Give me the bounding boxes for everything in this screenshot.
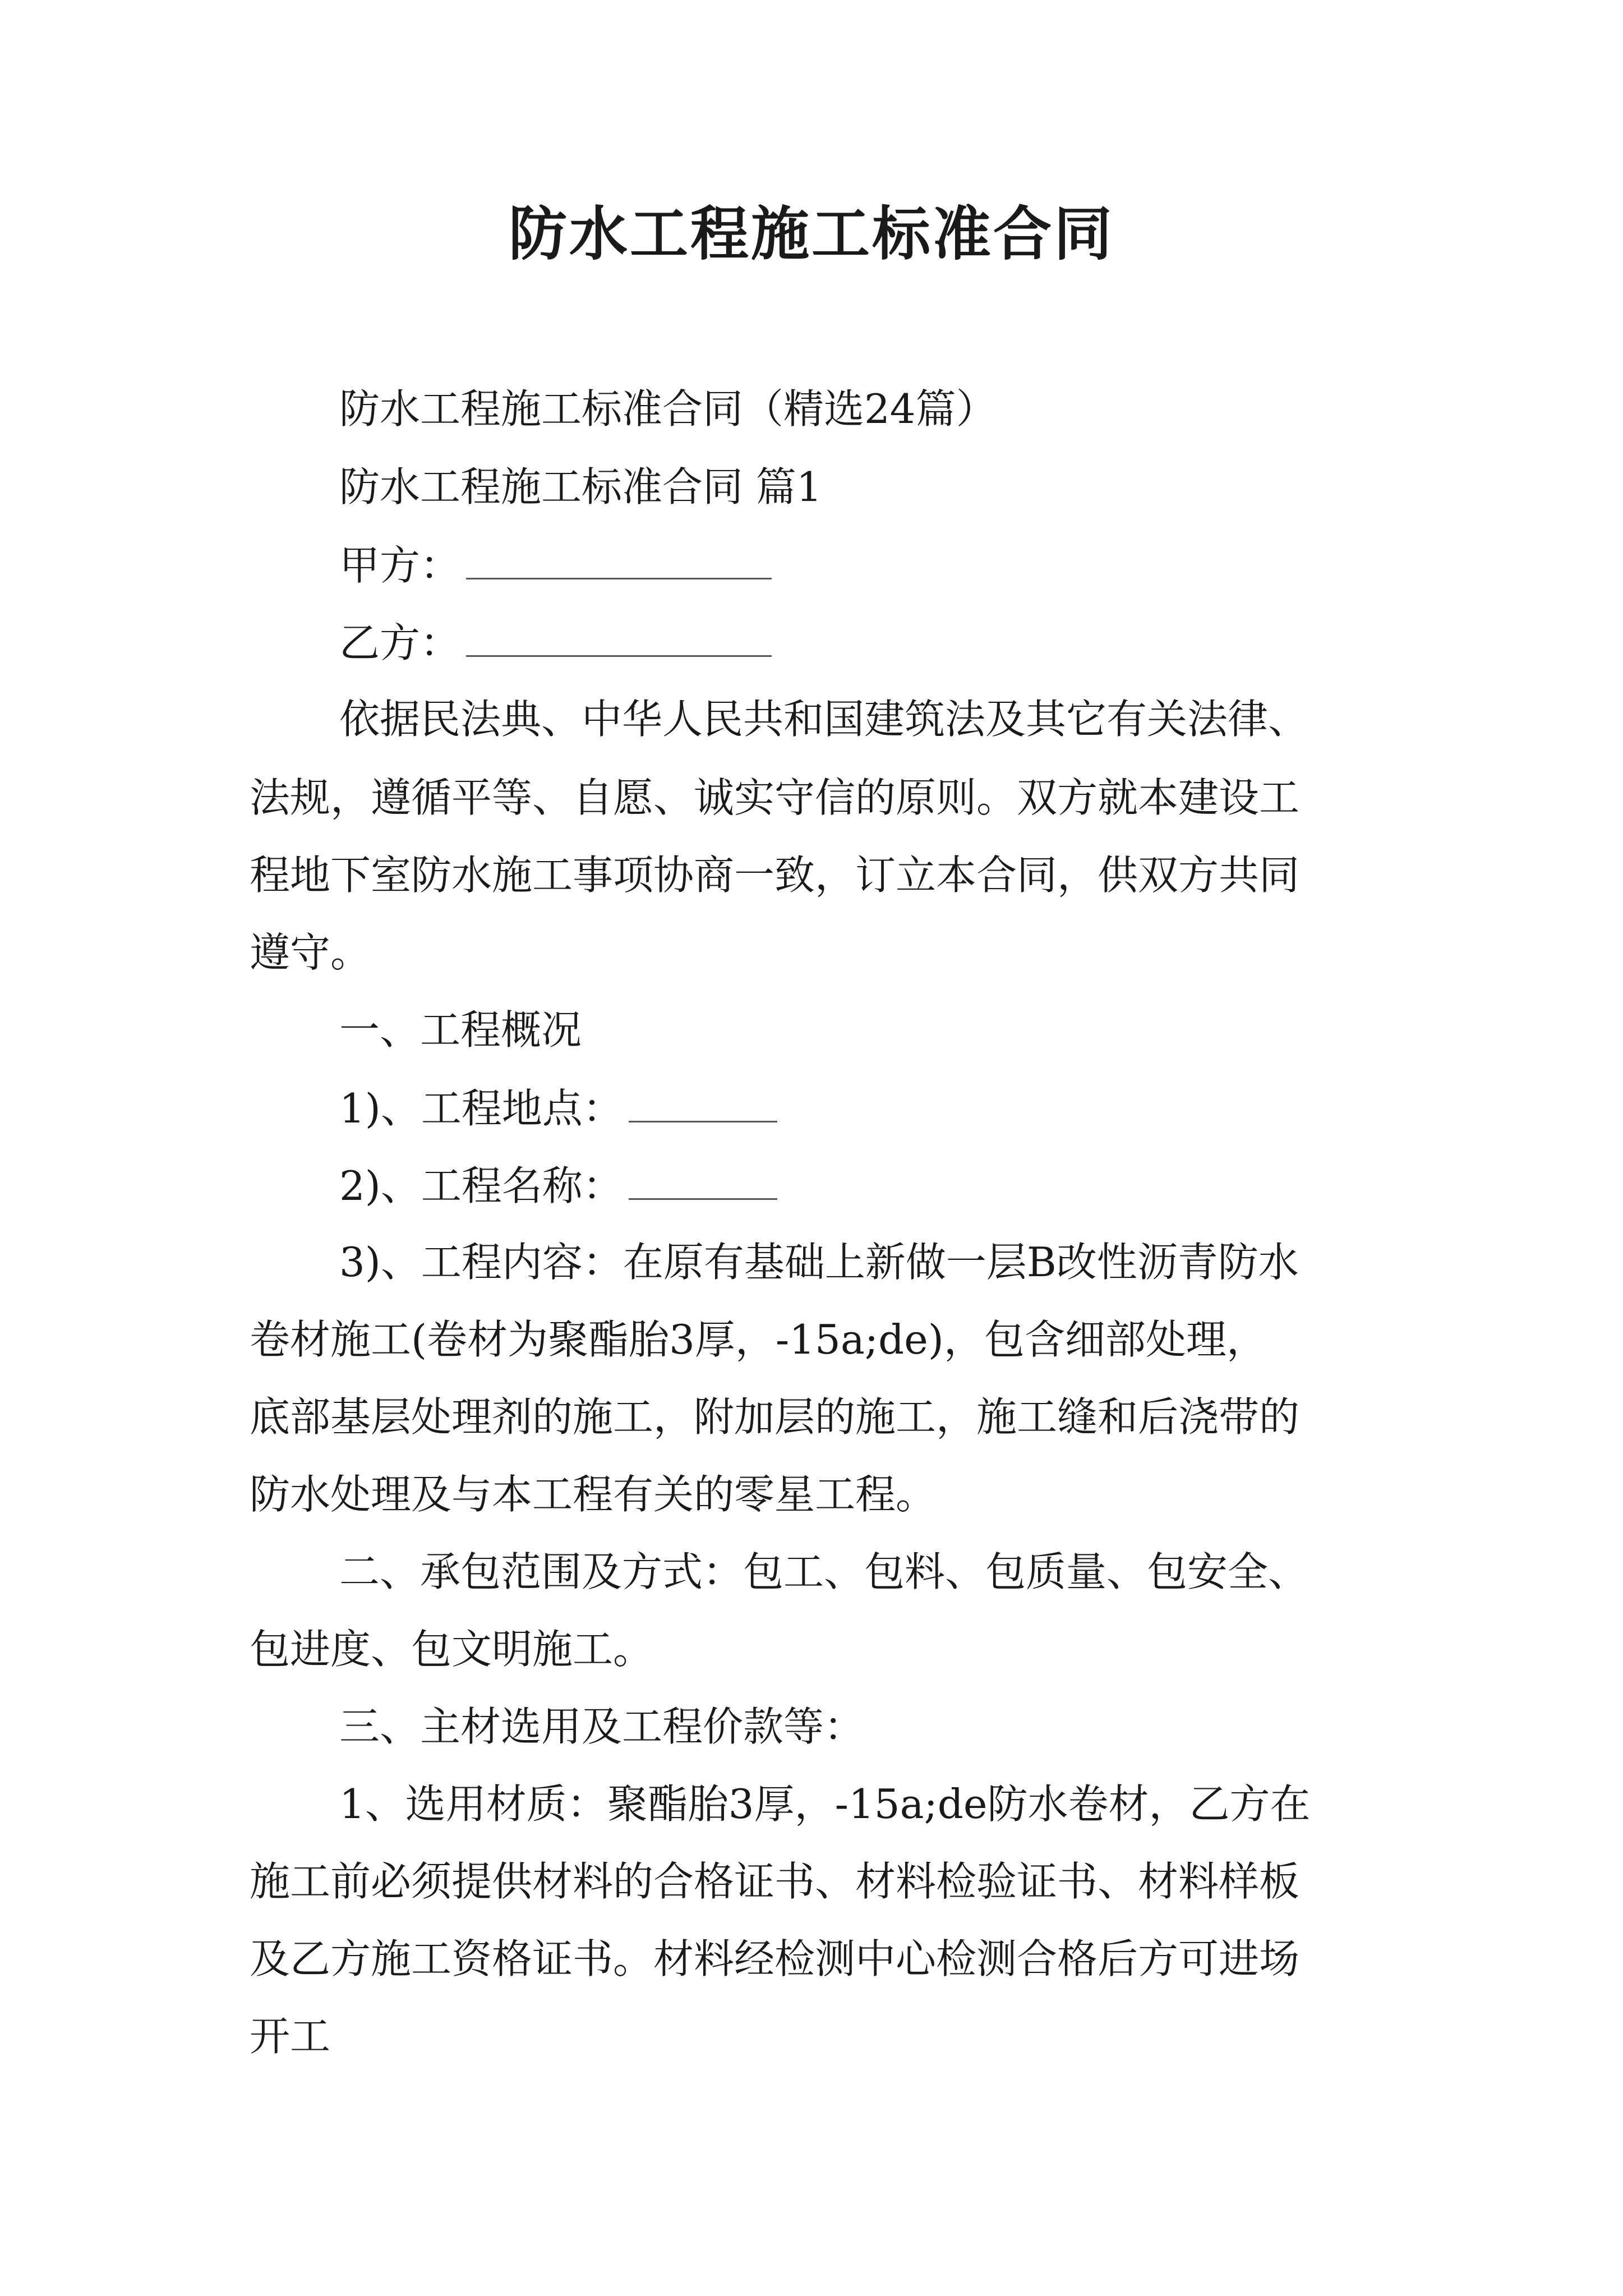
item-1-2 <box>339 1162 777 1209</box>
item-3-1-line: 开工 <box>250 2013 331 2060</box>
item-1-3-line: 防水处理及与本工程有关的零星工程。 <box>250 1471 937 1518</box>
item-3-1-line: 1、选用材质：聚酯胎3厚，-15a;de防水卷材，乙方在 <box>339 1780 1311 1828</box>
intro-line: 遵守。 <box>250 929 371 976</box>
heading-2-line: 包进度、包文明施工。 <box>250 1626 654 1673</box>
document-subtitle: 防水工程施工标准合同（精选24篇） <box>339 385 997 432</box>
intro-line: 依据民法典、中华人民共和国建筑法及其它有关法律、 <box>339 696 1309 743</box>
heading-1: 一、工程概况 <box>339 1006 582 1053</box>
party-b-line <box>339 619 772 666</box>
item-1-1-blank <box>629 1087 777 1122</box>
document-title: 防水工程施工标准合同 <box>508 199 1114 268</box>
party-b-blank <box>466 622 772 657</box>
section-heading: 防水工程施工标准合同 篇1 <box>339 463 822 510</box>
party-a-label: 甲方： <box>339 542 461 589</box>
intro-line: 程地下室防水施工事项协商一致，订立本合同，供双方共同 <box>250 852 1300 899</box>
heading-3: 三、主材选用及工程价款等： <box>339 1703 865 1750</box>
party-a-blank <box>466 544 772 579</box>
item-1-2-blank <box>629 1165 777 1200</box>
item-1-2-label: 2)、工程名称： <box>339 1162 623 1209</box>
item-1-3-line: 3)、工程内容：在原有基础上新做一层B改性沥青防水 <box>339 1239 1299 1286</box>
party-a-line <box>339 542 772 589</box>
item-3-1-line: 施工前必须提供材料的合格证书、材料检验证书、材料样板 <box>250 1858 1300 1905</box>
item-3-1-line: 及乙方施工资格证书。材料经检测中心检测合格后方可进场 <box>250 1935 1300 1982</box>
intro-line: 法规，遵循平等、自愿、诚实守信的原则。双方就本建设工 <box>250 774 1300 821</box>
item-1-1 <box>339 1085 777 1132</box>
item-1-1-label: 1)、工程地点： <box>339 1085 623 1132</box>
item-1-3-line: 底部基层处理剂的施工，附加层的施工，施工缝和后浇带的 <box>250 1393 1300 1441</box>
item-1-3-line: 卷材施工(卷材为聚酯胎3厚，-15a;de)，包含细部处理， <box>250 1316 1267 1363</box>
party-b-label: 乙方： <box>339 619 461 666</box>
heading-2-line: 二、承包范围及方式：包工、包料、包质量、包安全、 <box>339 1548 1309 1595</box>
